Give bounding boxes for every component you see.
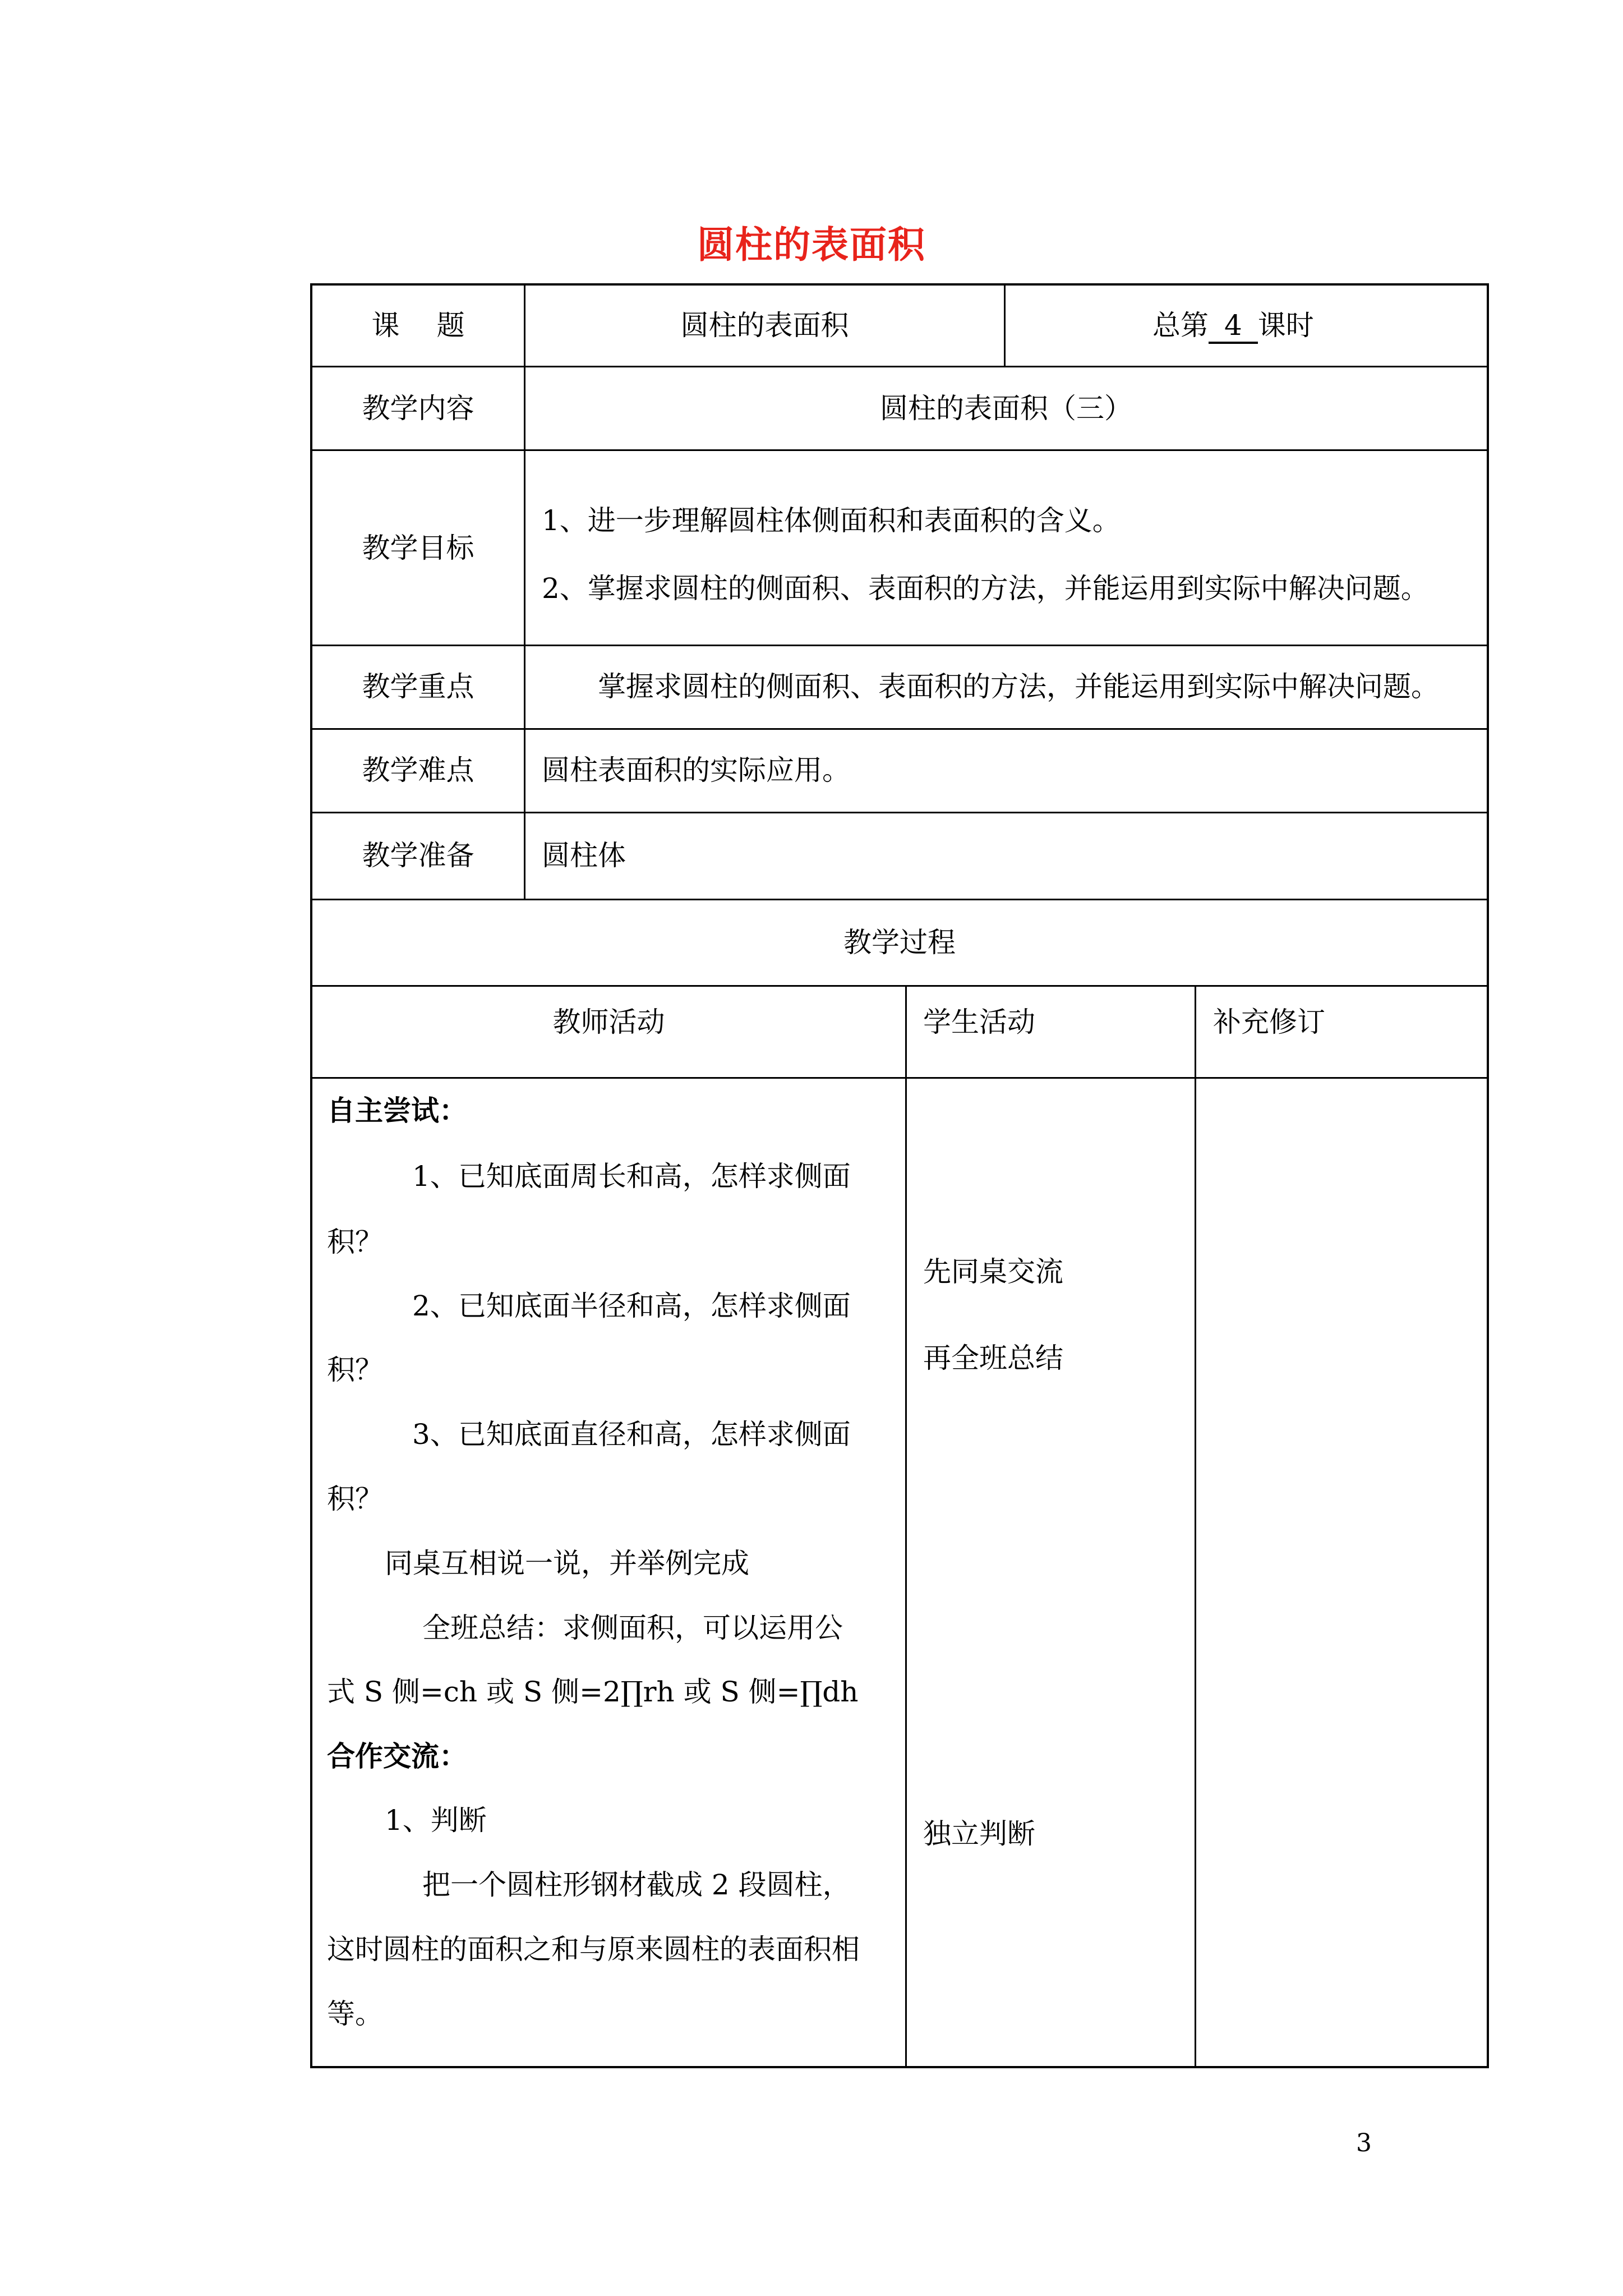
total-prefix: 总第: [1152, 309, 1209, 342]
row-divider: [310, 985, 1489, 987]
student-notes-divider: [1195, 985, 1196, 2068]
judge-statement-line-2: 这时圆柱的面积之和与原来圆柱的表面积相: [327, 1933, 860, 1966]
row-divider: [310, 1077, 1489, 1079]
question-3-line-2: 积？: [327, 1483, 383, 1515]
class-summary-formula: 式 S 侧=ch 或 S 侧=2∏rh 或 S 侧=∏dh: [327, 1676, 859, 1708]
student-activity-1: 先同桌交流: [923, 1255, 1063, 1288]
row-divider: [310, 728, 1489, 730]
total-number: 4: [1209, 311, 1258, 344]
process-heading: 教学过程: [843, 926, 956, 959]
topic-value: 圆柱的表面积: [680, 309, 849, 342]
difficulty-value: 圆柱表面积的实际应用。: [542, 754, 850, 786]
goal-item-2: 2、掌握求圆柱的侧面积、表面积的方法，并能运用到实际中解决问题。: [542, 572, 1429, 605]
table-border-bottom: [310, 2066, 1489, 2068]
col-student-activity: 学生活动: [923, 1006, 1035, 1038]
document-title: 圆柱的表面积: [697, 223, 926, 266]
content-label: 教学内容: [362, 392, 474, 425]
pair-discussion: 同桌互相说一说，并举例完成: [385, 1547, 749, 1580]
goal-item-1: 1、进一步理解圆柱体侧面积和表面积的含义。: [542, 504, 1121, 537]
class-summary-line-1: 全班总结：求侧面积，可以运用公: [422, 1612, 843, 1644]
label-column-divider: [524, 283, 525, 900]
prep-label: 教学准备: [362, 839, 474, 872]
content-value: 圆柱的表面积（三）: [880, 392, 1132, 425]
difficulty-label: 教学难点: [362, 754, 474, 786]
topic-label: 课 题: [371, 309, 465, 342]
question-1-line-2: 积？: [327, 1226, 383, 1258]
page-number: 3: [1356, 2129, 1372, 2157]
row-divider: [310, 812, 1489, 813]
teacher-student-divider: [905, 985, 907, 2068]
judge-label: 1、判断: [385, 1804, 487, 1837]
judge-statement-line-3: 等。: [327, 1998, 383, 2030]
key-value: 掌握求圆柱的侧面积、表面积的方法，并能运用到实际中解决问题。: [598, 670, 1439, 703]
total-suffix: 课时: [1257, 309, 1314, 342]
prep-value: 圆柱体: [542, 839, 626, 872]
judge-statement-line-1: 把一个圆柱形钢材截成 2 段圆柱，: [422, 1869, 851, 1901]
col-teacher-activity: 教师活动: [552, 1006, 665, 1038]
table-border-right: [1487, 283, 1489, 2068]
row-divider: [310, 645, 1489, 646]
student-activity-2: 再全班总结: [923, 1342, 1063, 1374]
row-divider: [310, 366, 1489, 367]
question-1-line-1: 1、已知底面周长和高，怎样求侧面: [412, 1160, 851, 1193]
key-label: 教学重点: [362, 670, 474, 703]
goal-label: 教学目标: [362, 532, 474, 564]
question-2-line-1: 2、已知底面半径和高，怎样求侧面: [412, 1290, 851, 1322]
section-cooperation-title: 合作交流：: [327, 1740, 467, 1773]
student-activity-3: 独立判断: [923, 1818, 1035, 1850]
total-lessons: [1152, 311, 1314, 344]
header-column-divider: [1004, 283, 1006, 367]
question-3-line-1: 3、已知底面直径和高，怎样求侧面: [412, 1418, 851, 1451]
row-divider: [310, 899, 1489, 900]
table-border-top: [310, 283, 1489, 286]
row-divider: [310, 449, 1489, 451]
col-supplementary-notes: 补充修订: [1213, 1006, 1325, 1038]
section-self-try-title: 自主尝试：: [327, 1094, 467, 1127]
question-2-line-2: 积？: [327, 1354, 383, 1386]
